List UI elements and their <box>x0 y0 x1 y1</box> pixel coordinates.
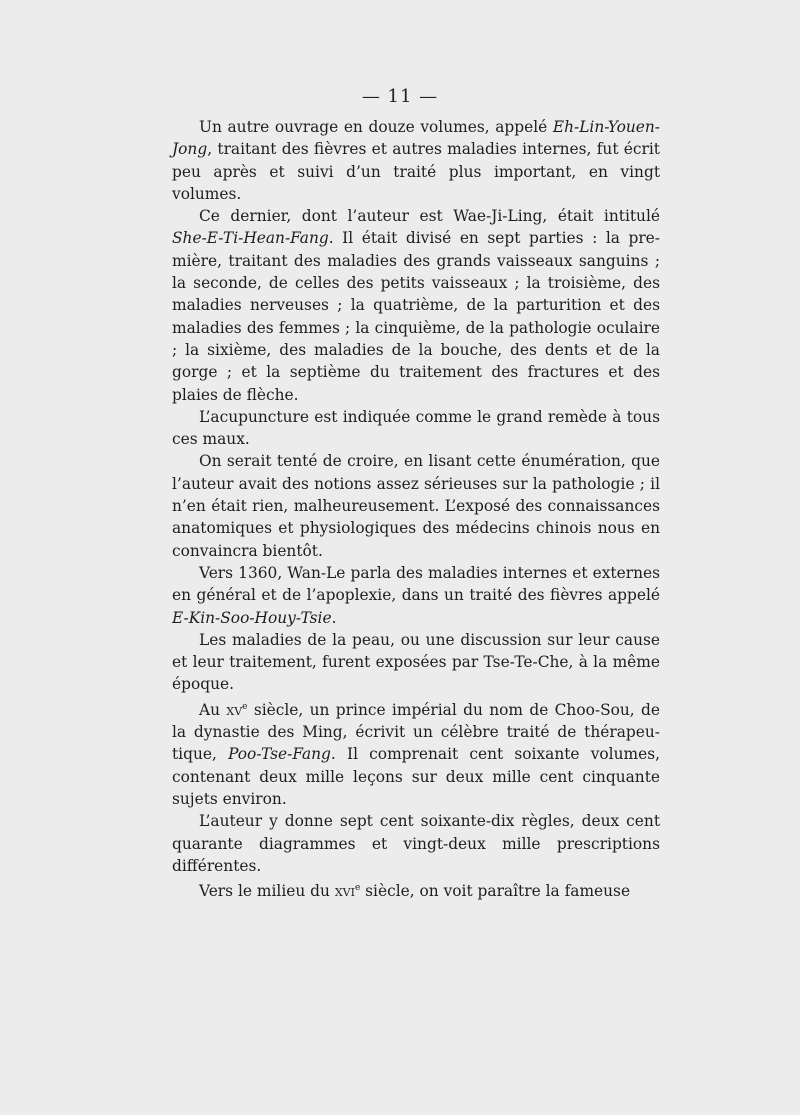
body-text <box>172 116 660 903</box>
page-number: — 11 — <box>361 86 439 107</box>
book-title: Eh-Lin-Youen-Jong <box>172 118 660 159</box>
paragraph: Au $xv^e$ siècle, un prince impérial du nom de Choo-Sou, de la dynastie des Ming, écrivit un célèbre traité de thérapeutique, Poo-Tse-Fang. Il comprenait cent soixante volumes, contenant deux mille leçons sur deux mille cent cinquante sujets environ. <box>172 700 660 809</box>
paragraph: Les maladies de la peau, ou une discussion sur leur cause et leur traitement, furent exposées par Tse-Te-Che, à la même époque. <box>172 630 660 694</box>
paragraph: L’acupuncture est indiquée comme le grand remède à tous ces maux. <box>172 407 660 449</box>
paragraph: Vers 1360, Wan-Le parla des maladies internes et externes en général et de l’apoplexie, dans un traité des fièvres appelé E-Kin-Soo-Houy-Tsie. <box>172 563 660 627</box>
paragraph: On serait tenté de croire, en lisant cette énumération, que l’auteur avait des notions assez sérieuses sur la pathologie ; il n’en était rien, malheureusement. L’exposé des connaissances anatomiques et physiologiques des médecins chinois nous en convaincra bientôt. <box>172 452 660 560</box>
paragraph: L’auteur y donne sept cent soixante-dix règles, deux cent quarante diagrammes et vingt-deux mille prescriptions différentes. <box>172 812 660 875</box>
paragraph: Un autre ouvrage en douze volumes, appelé Eh-Lin-Youen-Jong, traitant des fièvres et autres maladies internes, fut écrit peu après et suivi d’un traité plus important, en vingt volumes. <box>172 118 660 203</box>
book-title: E-Kin-Soo-Houy-Tsie <box>172 608 332 627</box>
book-title: She-E-Ti-Hean-Fang <box>172 229 329 248</box>
book-title: Poo-Tse-Fang <box>228 745 331 764</box>
paragraph: Ce dernier, dont l’auteur est Wae-Ji-Ling, était intitulé She-E-Ti-Hean-Fang. Il était divisé en sept parties : la première, traitant des maladies des grands vaisseaux sanguins ; la seconde, de celles des petits vaisseaux ; la troisième, des maladies nerveuses ; la quatrième, de la parturition et des maladies des femmes ; la cinquième, de la pathologie oculaire ; la sixième, des maladies de la bouche, des dents et de la gorge ; et la septième du traitement des fractures et des plaies de flèche. <box>172 207 660 404</box>
paragraph: Vers le milieu du xvi$^e$ siècle, on voit paraître la fameuse <box>199 882 631 901</box>
